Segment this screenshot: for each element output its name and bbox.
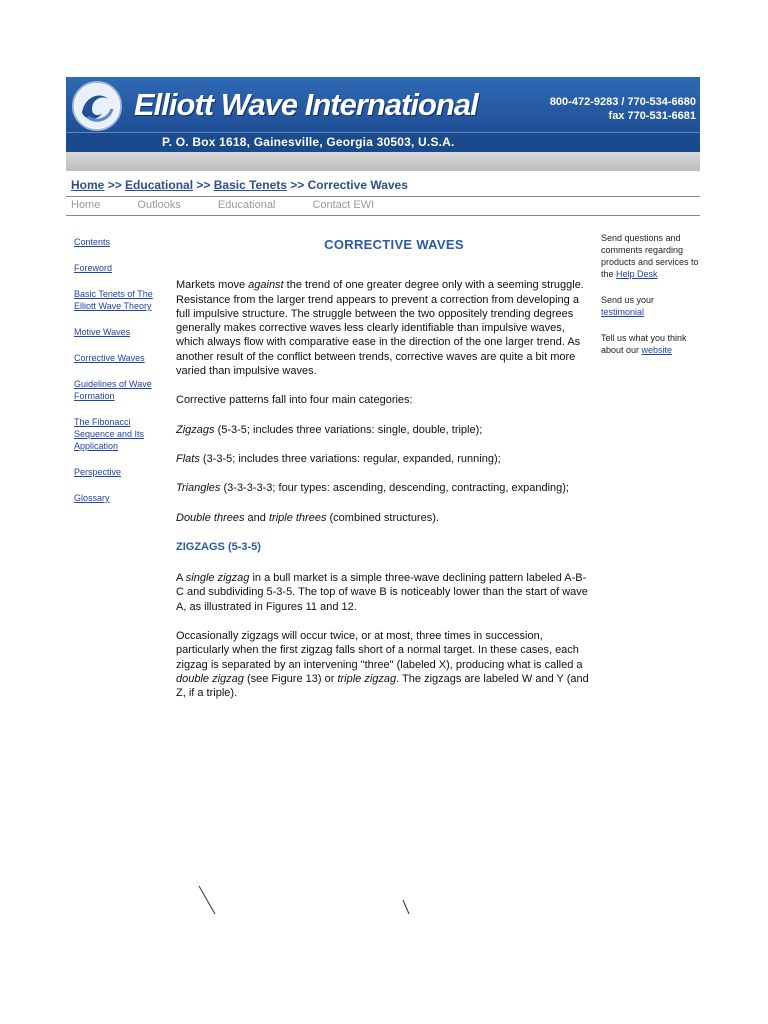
breadcrumb-separator: >> <box>196 178 211 192</box>
breadcrumb-home-link[interactable]: Home <box>71 178 105 192</box>
divider <box>66 196 700 197</box>
topnav-outlooks[interactable]: Outlooks <box>137 199 181 211</box>
leftnav-perspective[interactable]: Perspective <box>74 467 122 477</box>
zigzag-paragraph-2: Occasionally zigzags will occur twice, or at most, three times in succession, particularly when the first zigzag falls short of a normal target. In these cases, each zigzag is separated by an intervening "three" (labeled X), producing what is called a double zigzag (see Figure 13) or triple zigzag. The zigzags are labeled W and Y (and Z, if a triple). <box>176 630 589 700</box>
testimonial-note: Send us your testimonial <box>601 295 655 317</box>
leftnav-guidelines[interactable]: Guidelines of Wave Formation <box>74 379 152 401</box>
leftnav-motive-waves[interactable]: Motive Waves <box>74 327 131 337</box>
website-feedback-note: Tell us what you think about our website <box>601 333 687 355</box>
intro-paragraph: Markets move against the trend of one greater degree only with a seeming struggle. Resistance from the larger trend appears to prevent a correction from developing a full impulsive structure. The struggle between the two oppositely trending degrees generally makes corrective waves less clearly identifiable than impulsive waves, which always flow with comparative ease in the direction of the one larger trend. As another result of the conflict between trends, corrective waves are quite a bit more varied than impulsive waves. <box>176 279 584 378</box>
leftnav-foreword[interactable]: Foreword <box>74 263 113 273</box>
topnav-contact[interactable]: Contact EWI <box>312 199 375 211</box>
breadcrumb-basic-tenets-link[interactable]: Basic Tenets <box>213 178 287 192</box>
topnav-educational[interactable]: Educational <box>217 199 276 211</box>
wave-logo-icon[interactable] <box>72 81 122 131</box>
category-zigzags: Zigzags (5-3-5; includes three variations: single, double, triple); <box>176 423 483 436</box>
top-nav <box>71 199 408 211</box>
page-title: CORRECTIVE WAVES <box>324 237 464 252</box>
brand-name: Elliott Wave International <box>134 87 478 122</box>
website-link[interactable]: website <box>641 345 673 355</box>
testimonial-link[interactable]: testimonial <box>601 307 645 317</box>
breadcrumb-current: Corrective Waves <box>307 178 408 192</box>
leftnav-corrective-waves[interactable]: Corrective Waves <box>74 353 145 363</box>
right-sidebar <box>601 232 705 356</box>
category-combinations: Double threes and triple threes (combined structures). <box>176 511 439 524</box>
breadcrumb <box>71 178 408 192</box>
banner-bottom-strip <box>66 152 700 171</box>
category-triangles: Triangles (3-3-3-3-3; four types: ascending, descending, contracting, expanding); <box>176 482 569 495</box>
postal-address: P. O. Box 1618, Gainesville, Georgia 30503, U.S.A. <box>162 135 455 149</box>
divider <box>66 215 700 216</box>
left-nav <box>74 236 166 504</box>
figure-fragment <box>195 882 425 922</box>
topnav-home[interactable]: Home <box>71 199 101 211</box>
section-heading-zigzags: ZIGZAGS (5-3-5) <box>176 540 261 553</box>
phone-line: 800-472-9283 / 770-534-6680 <box>549 96 696 108</box>
leftnav-fibonacci[interactable]: The Fibonacci Sequence and Its Application <box>74 417 145 451</box>
leftnav-contents[interactable]: Contents <box>74 237 111 247</box>
fax-line: fax 770-531-6681 <box>608 110 696 122</box>
breadcrumb-separator: >> <box>107 178 122 192</box>
main-content <box>176 238 592 716</box>
categories-intro: Corrective patterns fall into four main categories: <box>176 394 413 407</box>
help-desk-note: Send questions and comments regarding products and services to the Help Desk <box>601 233 699 279</box>
leftnav-basic-tenets[interactable]: Basic Tenets of The Elliott Wave Theory <box>74 289 153 311</box>
contact-numbers <box>550 95 696 123</box>
zigzag-paragraph-1: A single zigzag in a bull market is a simple three-wave declining pattern labeled A-B-C and subdividing 5-3-5. The top of wave B is noticeably lower than the start of wave A, as illustrated in Figures 11 and 12. <box>176 572 588 613</box>
category-flats: Flats (3-3-5; includes three variations: regular, expanded, running); <box>176 452 501 465</box>
leftnav-glossary[interactable]: Glossary <box>74 493 110 503</box>
help-desk-link[interactable]: Help Desk <box>616 269 658 279</box>
site-banner <box>66 77 700 171</box>
breadcrumb-educational-link[interactable]: Educational <box>125 178 194 192</box>
breadcrumb-separator: >> <box>290 178 305 192</box>
